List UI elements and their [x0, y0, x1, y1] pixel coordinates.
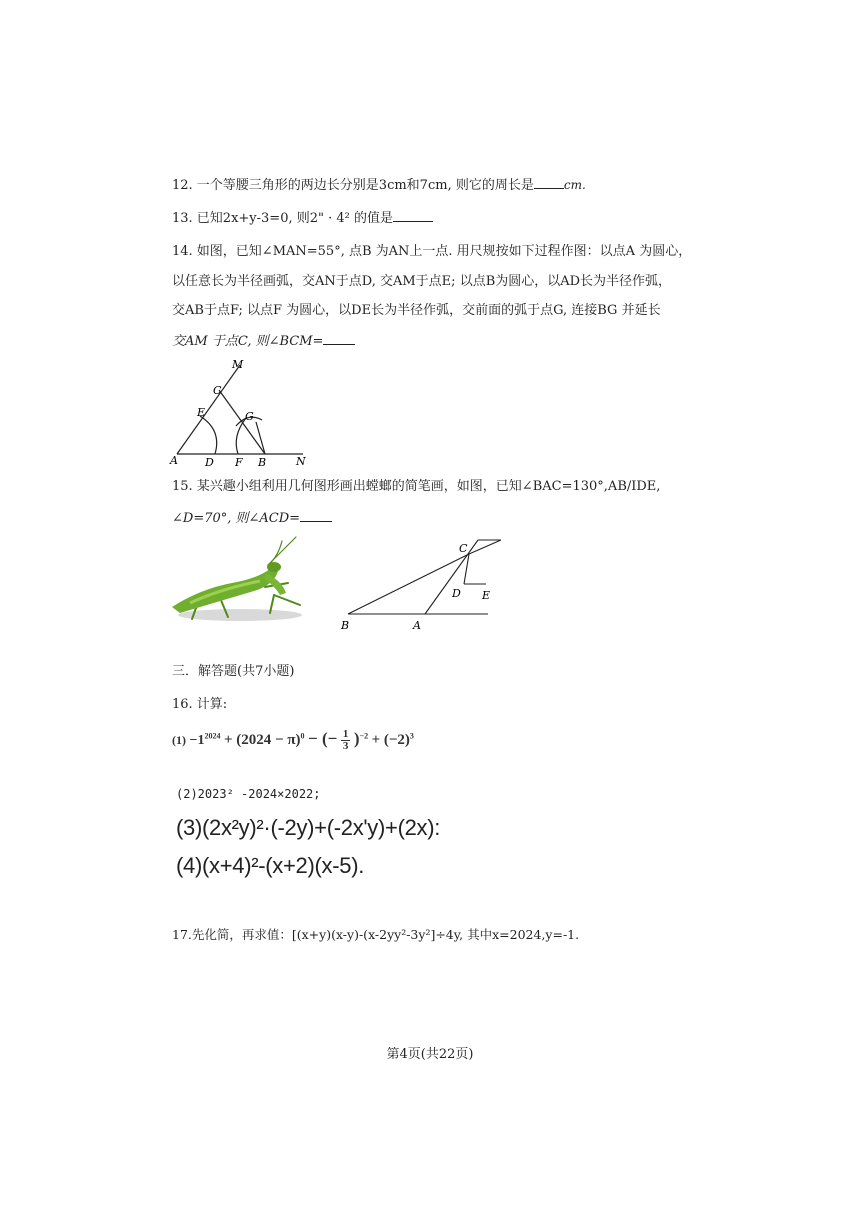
label-d: D — [452, 587, 461, 600]
page-number: 第4页(共22页) — [386, 1047, 474, 1062]
formula-part-3: (3)(2x²y)²·(-2y)+(-2x'y)+(2x): — [176, 815, 441, 840]
label-b: B — [258, 456, 267, 469]
part-1-prefix: (1) — [172, 733, 186, 747]
segment-ac — [425, 540, 478, 614]
question-13 — [172, 209, 433, 228]
question-14-line-4-text: 交AM 于点C, 则∠BCM= — [172, 334, 324, 349]
label-c: C — [213, 384, 222, 397]
question-12 — [172, 176, 586, 195]
exp-2024: 2024 — [204, 731, 221, 741]
exp-minus-two: −2 — [359, 731, 369, 741]
question-13-text: 13. 已知2x+y-3=0, 则2" · 4² 的值是 — [172, 211, 394, 226]
arc-de — [200, 416, 217, 454]
answer-blank — [534, 176, 564, 189]
term-minus-two: + (−2) — [371, 732, 410, 748]
exp-zero: 0 — [300, 731, 305, 741]
term-minus-one: −1 — [189, 733, 205, 748]
question-15-line-1: 15. 某兴趣小组利用几何图形画出螳螂的简笔画，如图，已知∠BAC=130°,AB/IDE, — [172, 479, 661, 494]
term-paren: + (2024 − π) — [223, 732, 301, 748]
term-fraction-close: ) — [353, 729, 360, 748]
question-16-label: 16. 计算: — [172, 697, 228, 712]
label-f: F — [235, 456, 243, 469]
question-14-line-4 — [172, 332, 355, 351]
label-a: A — [413, 619, 421, 632]
question-15-line-2-text: ∠D=70°, 则∠ACD= — [172, 511, 301, 526]
segment-bc — [348, 554, 469, 614]
label-c: C — [459, 542, 468, 555]
segment-bc — [219, 390, 265, 454]
formula-part-4: (4)(x+4)²-(x+2)(x-5). — [176, 853, 365, 878]
label-e: E — [197, 406, 206, 419]
label-g: G — [245, 410, 254, 423]
mantis-image — [170, 535, 310, 625]
answer-blank — [323, 332, 355, 345]
question-17: 17.先化简，再求值：[(x+y)(x-y)-(x-2yy²-3y²]÷4y, 其中x=2024,y=-1. — [172, 927, 580, 942]
formula-part-1 — [172, 729, 414, 752]
fraction-numerator: 1 — [342, 728, 349, 741]
label-n: N — [296, 455, 306, 468]
ray-am — [177, 365, 240, 454]
fraction — [341, 729, 351, 752]
question-14-figure — [168, 356, 318, 470]
right-edge — [469, 540, 501, 554]
formula-part-2: (2)2023² -2024×2022; — [176, 787, 321, 801]
exp-three: 3 — [409, 731, 414, 741]
answer-blank — [393, 209, 433, 222]
question-15-figure — [338, 536, 506, 632]
label-b: B — [341, 619, 350, 632]
answer-blank — [300, 509, 332, 522]
unit-label: cm. — [563, 178, 586, 192]
question-15-line-2 — [172, 509, 332, 528]
section-three-title: 三．解答题(共7小题) — [172, 664, 295, 679]
label-d: D — [205, 456, 214, 469]
label-a: A — [170, 454, 178, 467]
fraction-denominator: 3 — [342, 740, 349, 753]
question-14-line-3: 交AB于点F; 以点F 为圆心，以DE长为半径作弧，交前面的弧于点G, 连接BG 并延长 — [172, 303, 661, 318]
label-e: E — [482, 589, 491, 602]
question-14-line-2: 以任意长为半径画弧，交AN于点D, 交AM于点E; 以点B为圆心，以AD长为半径作弧， — [172, 274, 672, 289]
question-14-line-1: 14. 如图，已知∠MAN=55°, 点B 为AN上一点. 用尺规按如下过程作图：以点A 为圆心， — [172, 244, 692, 259]
label-m: M — [232, 358, 244, 371]
question-12-text: 12. 一个等腰三角形的两边长分别是3cm和7cm, 则它的周长是 — [172, 178, 534, 193]
term-fraction-open: − (− — [308, 729, 338, 748]
segment-bg-extension — [256, 422, 265, 454]
